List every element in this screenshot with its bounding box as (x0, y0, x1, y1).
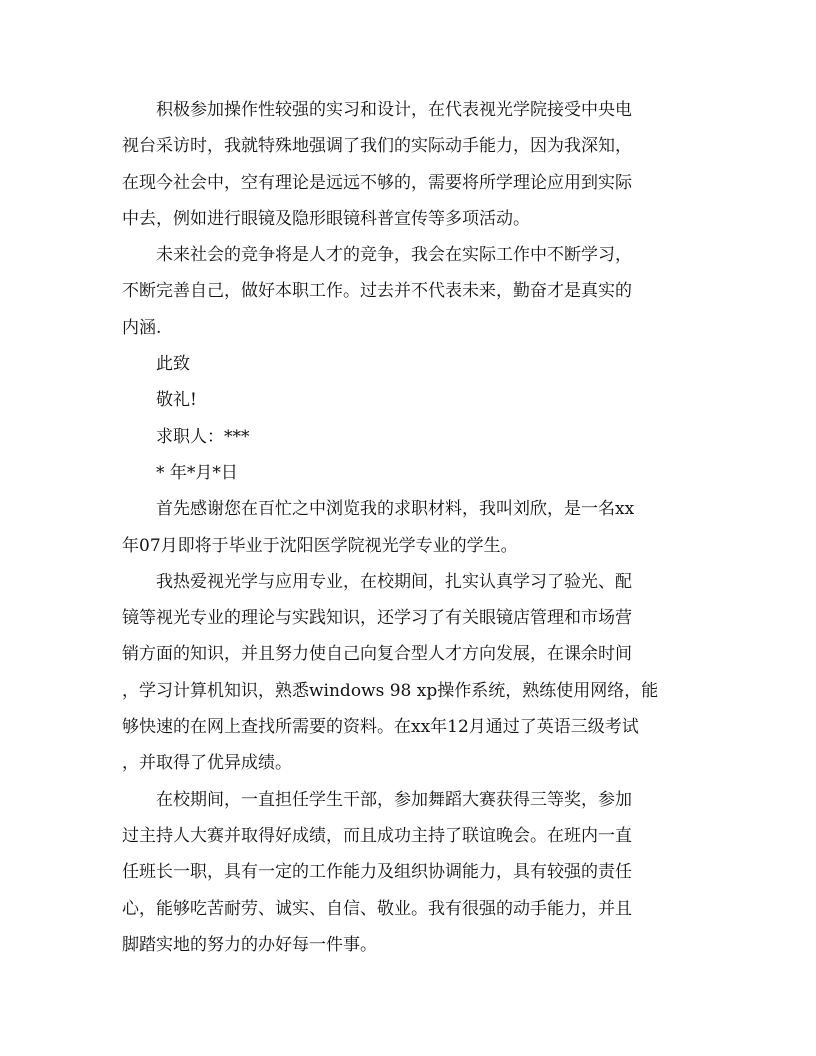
closing-applicant: 求职人：*** (156, 426, 250, 447)
paragraph-practice: 积极参加操作性较强的实习和设计，在代表视光学院接受中央电 视台采访时，我就特殊地强调了我们的实际动手能力，因为我深知， 在现今社会中，空有理论是远远不够的，需要将所学理论应用到实际 中去，例如进行眼镜及隐形眼镜科普宣传等多项活动。 (122, 100, 632, 229)
paragraph-introduction: 首先感谢您在百忙之中浏览我的求职材料，我叫刘欣，是一名xx 年07月即将于毕业于沈阳医学院视光学专业的学生。 (122, 499, 635, 556)
closing-date: * 年*月*日 (156, 462, 238, 483)
closing-regards: 敬礼! (156, 390, 197, 411)
paragraph-studies: 我热爱视光学与应用专业，在校期间，扎实认真学习了验光、配 镜等视光专业的理论与实践知识，还学习了有关眼镜店管理和市场营 销方面的知识，并且努力使自己向复合型人才方向发展，在课余时间 ，学习计算机知识，熟悉windows 98 xp操作系统，熟练使用网络，能 够快速的在网上查找所需要的资料。在xx年12月通过了英语三级考试 ，并取得了优异成绩。 (122, 571, 659, 774)
closing-salutation: 此致 (156, 354, 190, 375)
paragraph-future: 未来社会的竞争将是人才的竞争，我会在实际工作中不断学习， 不断完善自己，做好本职工作。过去并不代表未来，勤奋才是真实的 内涵. (122, 245, 632, 338)
document-body (122, 92, 694, 963)
paragraph-activities: 在校期间，一直担任学生干部，参加舞蹈大赛获得三等奖，参加 过主持人大赛并取得好成绩，而且成功主持了联谊晚会。在班内一直 任班长一职，具有一定的工作能力及组织协调能力，具有较强的责任 心，能够吃苦耐劳、诚实、自信、敬业。我有很强的动手能力，并且 脚踏实地的努力的办好每一件事。 (122, 789, 632, 955)
